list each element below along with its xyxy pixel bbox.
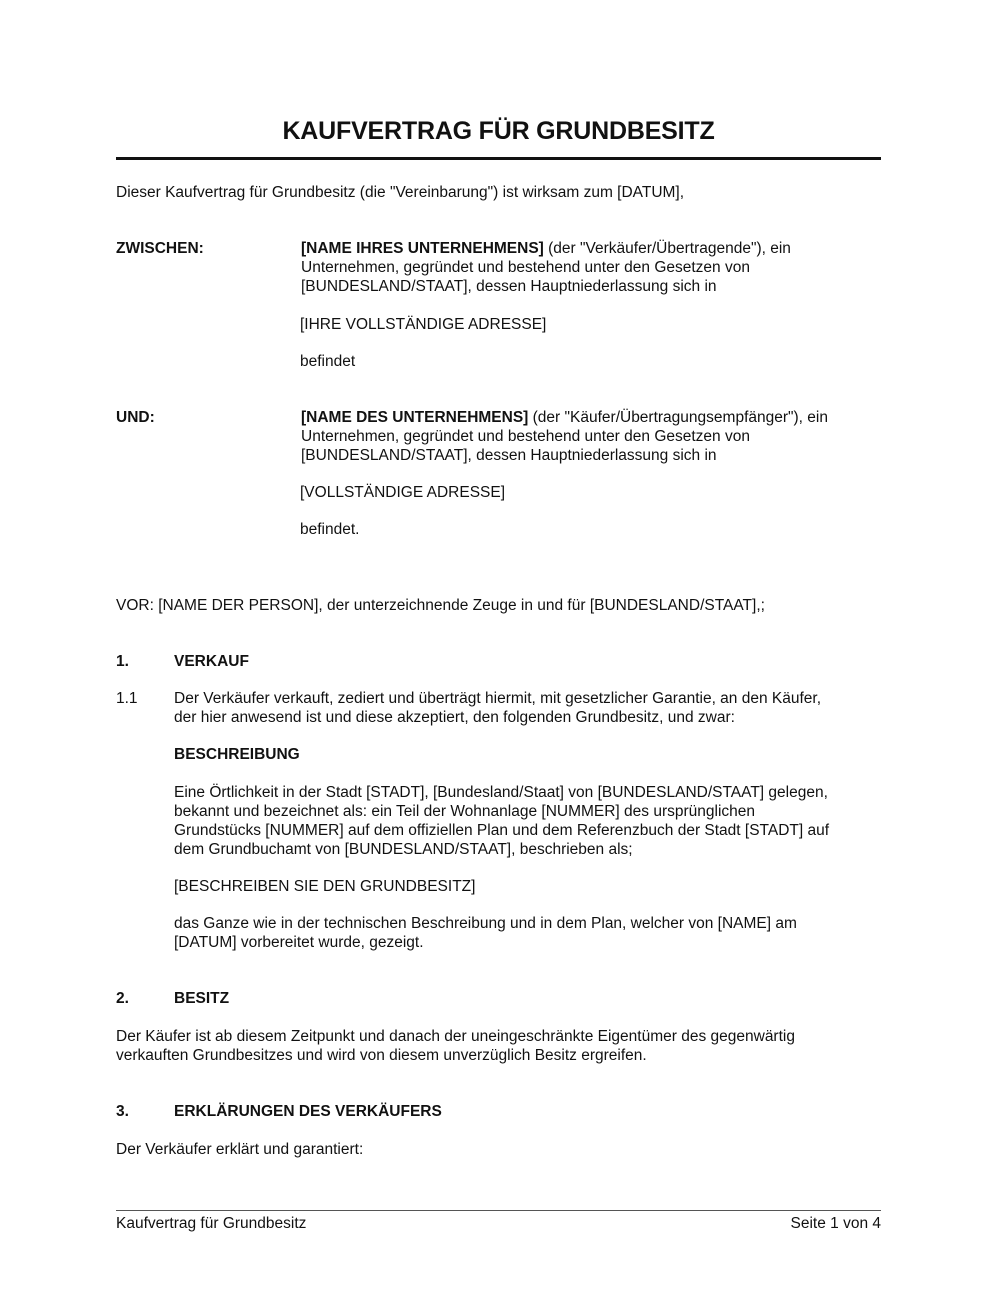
witness-line: VOR: [NAME DER PERSON], der unterzeichnende Zeuge in und für [BUNDESLAND/STAAT],; xyxy=(116,597,765,614)
description-closing-paragraph xyxy=(174,914,797,952)
party-seller-line-1 xyxy=(301,239,791,258)
party-seller-block xyxy=(301,239,791,296)
party-buyer-line-3: [BUNDESLAND/STAAT], dessen Hauptniederlassung sich in xyxy=(301,447,717,464)
footer-divider xyxy=(116,1210,881,1211)
seller-closing: befindet xyxy=(300,353,356,370)
seller-role: (der "Verkäufer/Übertragende"), ein xyxy=(543,240,791,257)
subsection-1-1-number: 1.1 xyxy=(116,690,138,707)
description-paragraph xyxy=(174,783,829,859)
subsection-line: der hier anwesend ist und diese akzeptiert, den folgenden Grundbesitz, und zwar: xyxy=(174,709,735,726)
body-line: verkauften Grundbesitzes und wird von diesem unverzüglich Besitz ergreifen. xyxy=(116,1047,647,1064)
section-1-number: 1. xyxy=(116,653,129,670)
footer-page-number: Seite 1 von 4 xyxy=(790,1215,881,1232)
document-title: KAUFVERTRAG FÜR GRUNDBESITZ xyxy=(282,117,715,145)
section-1-title: VERKAUF xyxy=(174,653,249,670)
party-label-zwischen: ZWISCHEN: xyxy=(116,240,204,257)
intro-paragraph: Dieser Kaufvertrag für Grundbesitz (die "Vereinbarung") ist wirksam zum [DATUM], xyxy=(116,184,685,201)
closing-line: das Ganze wie in der technischen Beschreibung und in dem Plan, welcher von [NAME] am xyxy=(174,915,797,932)
description-line: Eine Örtlichkeit in der Stadt [STADT], [Bundesland/Staat] von [BUNDESLAND/STAAT] gelegen, xyxy=(174,784,828,801)
property-description-placeholder: [BESCHREIBEN SIE DEN GRUNDBESITZ] xyxy=(174,878,476,895)
section-2-number: 2. xyxy=(116,990,129,1007)
seller-name-placeholder: [NAME IHRES UNTERNEHMENS] xyxy=(301,240,544,257)
description-heading: BESCHREIBUNG xyxy=(174,746,300,763)
description-line: bekannt und bezeichnet als: ein Teil der Wohnanlage [NUMMER] des ursprünglichen xyxy=(174,803,756,820)
section-2-body xyxy=(116,1027,795,1065)
buyer-address-placeholder: [VOLLSTÄNDIGE ADRESSE] xyxy=(300,484,506,501)
party-buyer-line-2: Unternehmen, gegründet und bestehend unter den Gesetzen von xyxy=(301,428,750,445)
section-3-body xyxy=(116,1140,363,1159)
section-2-title: BESITZ xyxy=(174,990,230,1007)
body-line: Der Verkäufer erklärt und garantiert: xyxy=(116,1141,364,1158)
buyer-name-placeholder: [NAME DES UNTERNEHMENS] xyxy=(301,409,529,426)
party-buyer-block xyxy=(301,408,828,465)
footer-document-name: Kaufvertrag für Grundbesitz xyxy=(116,1215,307,1232)
party-seller-line-2: Unternehmen, gegründet und bestehend unter den Gesetzen von xyxy=(301,259,750,276)
subsection-1-1-text xyxy=(174,689,821,727)
buyer-role: (der "Käufer/Übertragungsempfänger"), ein xyxy=(528,409,828,426)
description-line: dem Grundbuchamt von [BUNDESLAND/STAAT], beschrieben als; xyxy=(174,841,633,858)
subsection-line: Der Verkäufer verkauft, zediert und überträgt hiermit, mit gesetzlicher Garantie, an den Käufer, xyxy=(174,690,822,707)
section-3-title: ERKLÄRUNGEN DES VERKÄUFERS xyxy=(174,1103,442,1120)
body-line: Der Käufer ist ab diesem Zeitpunkt und danach der uneingeschränkte Eigentümer des gegenwärtig xyxy=(116,1028,795,1045)
section-3-number: 3. xyxy=(116,1103,129,1120)
closing-line: [DATUM] vorbereitet wurde, gezeigt. xyxy=(174,934,424,951)
party-seller-line-3: [BUNDESLAND/STAAT], dessen Hauptniederlassung sich in xyxy=(301,278,717,295)
title-divider xyxy=(116,157,881,160)
party-buyer-line-1 xyxy=(301,408,828,427)
description-line: Grundstücks [NUMMER] auf dem offiziellen Plan und dem Referenzbuch der Stadt [STADT] auf xyxy=(174,822,830,839)
party-label-und: UND: xyxy=(116,409,155,426)
seller-address-placeholder: [IHRE VOLLSTÄNDIGE ADRESSE] xyxy=(300,316,547,333)
buyer-closing: befindet. xyxy=(300,521,360,538)
